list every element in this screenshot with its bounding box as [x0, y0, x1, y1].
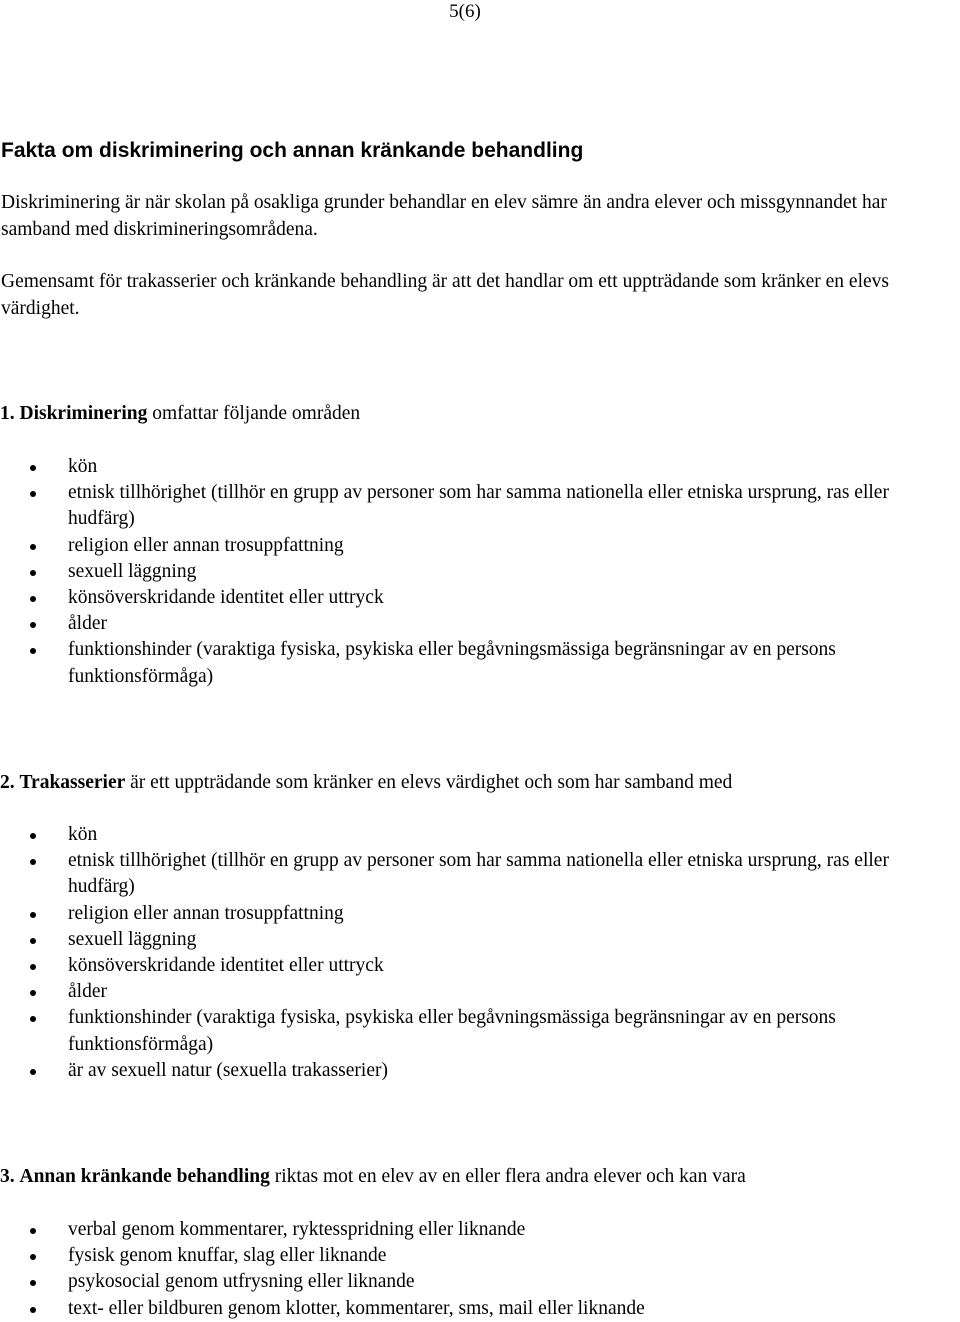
list-item: [0, 848, 955, 900]
harassment-grounds-list: [0, 822, 955, 1084]
bullet-icon: [30, 1069, 36, 1075]
page-number: 5(6): [449, 1, 481, 22]
section-number: 3.: [0, 1166, 15, 1187]
section-title-discrimination: [0, 401, 360, 427]
section-term: Trakasserier: [19, 772, 126, 793]
list-item-text: sexuell läggning: [68, 560, 197, 582]
bullet-icon: [30, 1016, 36, 1022]
section-number: 2.: [0, 772, 15, 793]
list-item: [0, 1217, 955, 1243]
bullet-icon: [30, 990, 36, 996]
section-text: är ett uppträdande som kränker en elevs värdighet och som har samband med: [125, 772, 733, 793]
section-title-other-abusive-treatment: [0, 1164, 746, 1190]
list-item-text: religion eller annan trosuppfattning: [68, 902, 344, 924]
list-item-text: etnisk tillhörighet (tillhör en grupp av personer som har samma nationella eller etniska ursprung, ras eller hudfärg): [68, 850, 889, 898]
discrimination-grounds-list: [0, 454, 955, 690]
bullet-icon: [30, 859, 36, 865]
list-item: [0, 454, 955, 480]
list-item: [0, 533, 955, 559]
list-item-text: kön: [68, 824, 98, 845]
list-item-text: könsöverskridande identitet eller uttryck: [68, 587, 384, 609]
section-term: Diskriminering: [19, 403, 148, 424]
bullet-icon: [30, 544, 36, 550]
list-item-text: religion eller annan trosuppfattning: [68, 534, 344, 556]
section-title-harassment: [0, 770, 732, 796]
list-item: [0, 585, 955, 611]
list-item: [0, 611, 955, 637]
list-item: [0, 927, 955, 953]
list-item: [0, 1005, 955, 1057]
list-item-text: text- eller bildburen genom klotter, kommentarer, sms, mail eller liknande: [68, 1297, 645, 1319]
list-item: [0, 1058, 955, 1084]
list-item-text: är av sexuell natur (sexuella trakasserier): [68, 1059, 388, 1081]
intro-paragraph-discrimination: Diskriminering är när skolan på osakliga grunder behandlar en elev sämre än andra elever och missgynnandet har samband med diskrimineringsområdena.: [1, 192, 887, 240]
bullet-icon: [30, 938, 36, 944]
section-text: riktas mot en elev av en eller flera andra elever och kan vara: [269, 1166, 746, 1187]
bullet-icon: [30, 1307, 36, 1313]
bullet-icon: [30, 1280, 36, 1286]
list-item: [0, 979, 955, 1005]
bullet-icon: [30, 648, 36, 654]
list-item: [0, 480, 955, 532]
list-item: [0, 1296, 955, 1322]
list-item: [0, 1269, 955, 1295]
list-item: [0, 901, 955, 927]
list-item-text: könsöverskridande identitet eller uttryck: [68, 955, 384, 977]
bullet-icon: [30, 1254, 36, 1260]
page-title: Fakta om diskriminering och annan kränkande behandling: [1, 139, 584, 162]
list-item-text: funktionshinder (varaktiga fysiska, psykiska eller begåvningsmässiga begränsningar av en persons funktionsförmåga): [68, 1007, 836, 1055]
list-item-text: etnisk tillhörighet (tillhör en grupp av personer som har samma nationella eller etniska ursprung, ras eller hudfärg): [68, 482, 889, 530]
section-term: Annan kränkande behandling: [19, 1166, 270, 1187]
list-item: [0, 1243, 955, 1269]
abusive-treatment-forms-list: [0, 1217, 955, 1322]
bullet-icon: [30, 1228, 36, 1234]
list-item-text: kön: [68, 456, 98, 477]
list-item-text: sexuell läggning: [68, 928, 197, 950]
list-item-text: psykosocial genom utfrysning eller liknande: [68, 1271, 415, 1293]
list-item: [0, 559, 955, 585]
section-number: 1.: [0, 403, 15, 424]
list-item-text: ålder: [68, 613, 107, 635]
bullet-icon: [30, 596, 36, 602]
bullet-icon: [30, 570, 36, 576]
list-item: [0, 637, 955, 689]
list-item: [0, 953, 955, 979]
bullet-icon: [30, 465, 36, 471]
list-item-text: verbal genom kommentarer, ryktesspridning eller liknande: [68, 1219, 526, 1240]
intro-paragraph-common: Gemensamt för trakasserier och kränkande behandling är att det handlar om ett uppträdande som kränker en elevs värdighet.: [1, 271, 889, 319]
list-item-text: funktionshinder (varaktiga fysiska, psykiska eller begåvningsmässiga begränsningar av en persons funktionsförmåga): [68, 639, 836, 687]
bullet-icon: [30, 912, 36, 918]
bullet-icon: [30, 964, 36, 970]
bullet-icon: [30, 833, 36, 839]
list-item-text: ålder: [68, 981, 107, 1003]
list-item: [0, 822, 955, 848]
bullet-icon: [30, 622, 36, 628]
section-text: omfattar följande områden: [147, 403, 361, 424]
list-item-text: fysisk genom knuffar, slag eller liknande: [68, 1245, 387, 1267]
bullet-icon: [30, 491, 36, 497]
